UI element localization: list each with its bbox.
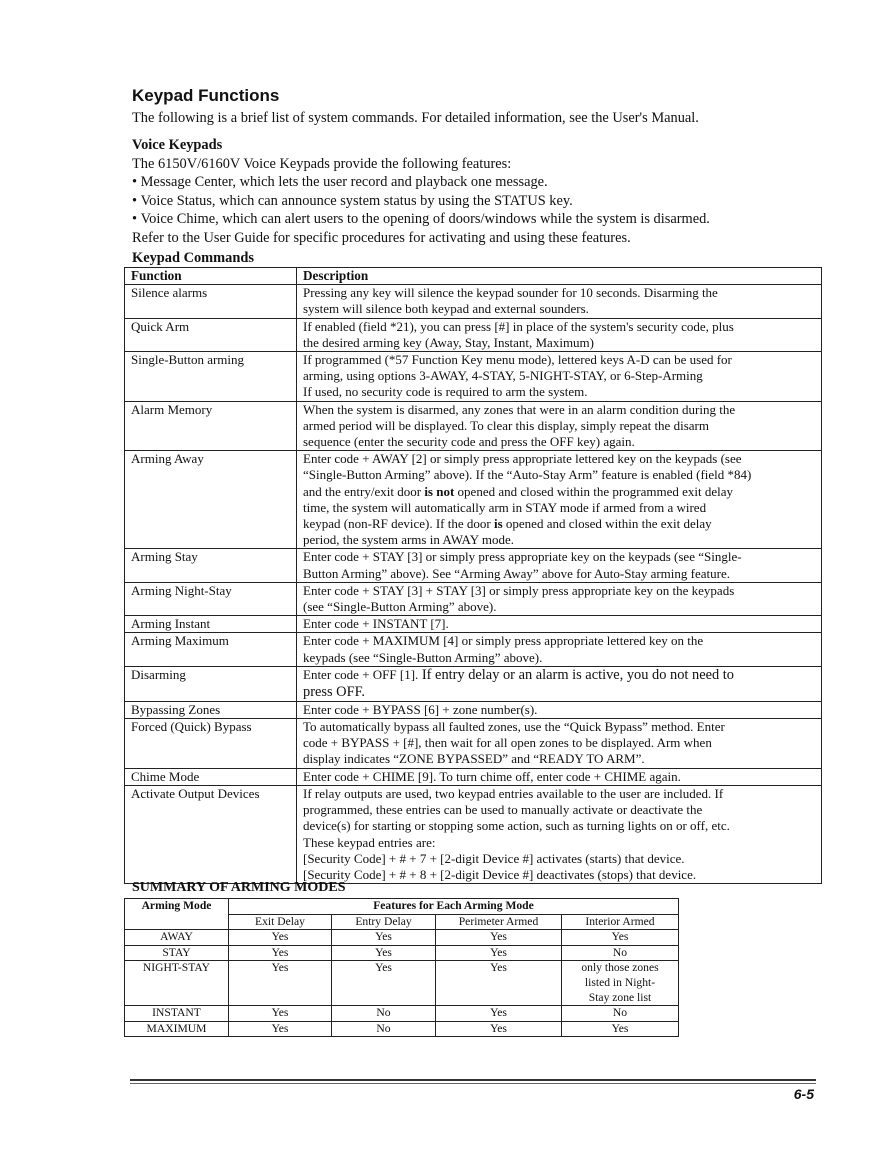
footer-rule bbox=[130, 1083, 816, 1084]
description-cell bbox=[297, 633, 822, 666]
table-row bbox=[125, 616, 822, 633]
mode-cell: AWAY bbox=[125, 930, 229, 946]
voice-keypads-section bbox=[132, 136, 832, 248]
function-cell: Alarm Memory bbox=[125, 401, 297, 451]
description-line: If relay outputs are used, two keypad entries available to the user are included. If bbox=[303, 785, 724, 801]
value-cell: Yes bbox=[229, 1021, 332, 1037]
function-cell: Silence alarms bbox=[125, 285, 297, 318]
description-line: “Single-Button Arming” above). If the “Auto-Stay Arm” feature is enabled (field *84) bbox=[303, 467, 752, 483]
table-row bbox=[125, 582, 822, 615]
keypad-commands-title: Keypad Commands bbox=[132, 250, 254, 266]
description-cell bbox=[297, 616, 822, 633]
arming-modes-table bbox=[124, 898, 679, 1037]
description-line: press OFF. bbox=[303, 683, 366, 700]
description-line: If used, no security code is required to arm the system. bbox=[303, 384, 588, 400]
summary-title: SUMMARY OF ARMING MODES bbox=[132, 880, 346, 895]
description-line: Button Arming” above). See “Arming Away” above for Auto-Stay arming feature. bbox=[303, 565, 730, 581]
value-cell: No bbox=[332, 1021, 436, 1037]
function-cell: Arming Night-Stay bbox=[125, 582, 297, 615]
description-line: time, the system will automatically arm in STAY mode if armed from a wired bbox=[303, 499, 707, 515]
emphasis-text: is not bbox=[424, 483, 455, 499]
function-cell: Arming Instant bbox=[125, 616, 297, 633]
function-cell: Disarming bbox=[125, 666, 297, 701]
description-line: the desired arming key (Away, Stay, Instant, Maximum) bbox=[303, 334, 594, 350]
keypad-commands-table bbox=[124, 267, 822, 884]
voice-bullet: • Voice Chime, which can alert users to the opening of doors/windows while the system is disarmed. bbox=[132, 210, 832, 229]
footer-rule bbox=[130, 1079, 816, 1081]
description-cell bbox=[297, 582, 822, 615]
description-cell bbox=[297, 785, 822, 883]
table-row bbox=[125, 666, 822, 701]
function-cell: Forced (Quick) Bypass bbox=[125, 719, 297, 769]
description-line: If enabled (field *21), you can press [#] in place of the system's security code, plus bbox=[303, 318, 734, 334]
value-cell: Yes bbox=[562, 930, 679, 946]
description-line: Enter code + AWAY [2] or simply press appropriate lettered key on the keypads (see bbox=[303, 451, 742, 467]
value-cell: Yes bbox=[332, 961, 436, 1006]
voice-keypads-title: Voice Keypads bbox=[132, 137, 223, 153]
description-line: When the system is disarmed, any zones that were in an alarm condition during the bbox=[303, 401, 736, 417]
exit-delay-header: Exit Delay bbox=[229, 914, 332, 930]
features-header: Features for Each Arming Mode bbox=[229, 899, 679, 915]
perimeter-armed-header: Perimeter Armed bbox=[436, 914, 562, 930]
function-cell: Arming Away bbox=[125, 451, 297, 549]
table-header-row bbox=[125, 899, 679, 915]
text-run: opened and closed within the exit delay bbox=[502, 516, 712, 532]
emphasis-text: is bbox=[493, 516, 503, 532]
description-line: Enter code + MAXIMUM [4] or simply press appropriate lettered key on the bbox=[303, 633, 704, 649]
value-cell: No bbox=[332, 1006, 436, 1022]
function-cell: Activate Output Devices bbox=[125, 785, 297, 883]
description-line: [Security Code] + # + 8 + [2-digit Device #] deactivates (stops) that device. bbox=[303, 866, 697, 882]
intro-text: The following is a brief list of system commands. For detailed information, see the User's Manual. bbox=[132, 110, 699, 126]
value-cell: Yes bbox=[229, 1006, 332, 1022]
value-line: only those zones bbox=[581, 961, 659, 975]
description-line: Enter code + BYPASS [6] + zone number(s). bbox=[303, 701, 538, 717]
description-line: Enter code + STAY [3] + STAY [3] or simply press appropriate key on the keypads bbox=[303, 582, 735, 598]
mode-cell: STAY bbox=[125, 945, 229, 961]
table-row bbox=[125, 719, 822, 769]
table-row bbox=[125, 1006, 679, 1022]
mode-cell: MAXIMUM bbox=[125, 1021, 229, 1037]
voice-bullet: • Voice Status, which can announce system status by using the STATUS key. bbox=[132, 192, 832, 211]
description-cell bbox=[297, 768, 822, 785]
value-cell: Yes bbox=[436, 1021, 562, 1037]
description-line: arming, using options 3-AWAY, 4-STAY, 5-NIGHT-STAY, or 6-Step-Arming bbox=[303, 368, 703, 384]
description-cell bbox=[297, 352, 822, 402]
voice-bullet: • Message Center, which lets the user record and playback one message. bbox=[132, 173, 832, 192]
value-cell: Yes bbox=[332, 930, 436, 946]
table-row bbox=[125, 945, 679, 961]
value-cell: Yes bbox=[436, 945, 562, 961]
table-row bbox=[125, 549, 822, 582]
description-line: keypads (see “Single-Button Arming” above). bbox=[303, 649, 543, 665]
value-cell: Yes bbox=[562, 1021, 679, 1037]
description-cell bbox=[297, 285, 822, 318]
description-cell bbox=[297, 701, 822, 718]
text-run: If entry delay or an alarm is active, you do not need to bbox=[418, 666, 734, 683]
description-line: armed period will be displayed. To clear this display, simply repeat the disarm bbox=[303, 417, 709, 433]
text-run: Enter code + OFF [1]. bbox=[303, 666, 419, 682]
function-column-header: Function bbox=[125, 268, 297, 285]
table-row bbox=[125, 318, 822, 351]
function-cell: Single-Button arming bbox=[125, 352, 297, 402]
description-line bbox=[303, 484, 815, 500]
table-row bbox=[125, 701, 822, 718]
mode-cell: NIGHT-STAY bbox=[125, 961, 229, 1006]
value-cell: Yes bbox=[436, 961, 562, 1006]
description-line: period, the system arms in AWAY mode. bbox=[303, 532, 515, 548]
table-row bbox=[125, 768, 822, 785]
page-number: 6-5 bbox=[793, 1086, 814, 1102]
description-line: Pressing any key will silence the keypad sounder for 10 seconds. Disarming the bbox=[303, 285, 718, 301]
description-line: To automatically bypass all faulted zones, use the “Quick Bypass” method. Enter bbox=[303, 719, 725, 735]
table-row bbox=[125, 401, 822, 451]
function-cell: Bypassing Zones bbox=[125, 701, 297, 718]
value-cell: No bbox=[562, 945, 679, 961]
function-cell: Chime Mode bbox=[125, 768, 297, 785]
description-cell bbox=[297, 318, 822, 351]
description-line bbox=[303, 516, 815, 532]
page-heading: Keypad Functions bbox=[132, 86, 280, 105]
description-line: sequence (enter the security code and press the OFF key) again. bbox=[303, 434, 635, 450]
table-row bbox=[125, 961, 679, 1006]
voice-keypads-closing: Refer to the User Guide for specific procedures for activating and using these features. bbox=[132, 229, 631, 246]
text-run: opened and closed within the programmed exit delay bbox=[454, 483, 733, 499]
description-line: Enter code + STAY [3] or simply press appropriate key on the keypads (see “Single- bbox=[303, 549, 742, 565]
entry-delay-header: Entry Delay bbox=[332, 914, 436, 930]
arming-mode-header: Arming Mode bbox=[125, 899, 229, 930]
table-row bbox=[125, 785, 822, 883]
text-run: keypad (non-RF device). If the door bbox=[303, 516, 494, 532]
value-line: listed in Night- bbox=[584, 975, 656, 989]
description-line: system will silence both keypad and external sounders. bbox=[303, 301, 589, 317]
mode-cell: INSTANT bbox=[125, 1006, 229, 1022]
description-line: programmed, these entries can be used to manually activate or deactivate the bbox=[303, 802, 703, 818]
description-cell bbox=[297, 401, 822, 451]
text-run: and the entry/exit door bbox=[303, 483, 425, 499]
interior-armed-header: Interior Armed bbox=[562, 914, 679, 930]
description-column-header: Description bbox=[297, 268, 822, 285]
function-cell: Arming Maximum bbox=[125, 633, 297, 666]
function-cell: Arming Stay bbox=[125, 549, 297, 582]
description-line: code + BYPASS + [#], then wait for all open zones to be displayed. Arm when bbox=[303, 735, 712, 751]
description-cell bbox=[297, 549, 822, 582]
table-row bbox=[125, 633, 822, 666]
table-header-row bbox=[125, 268, 822, 285]
description-line: These keypad entries are: bbox=[303, 834, 436, 850]
value-cell: Yes bbox=[229, 945, 332, 961]
table-row bbox=[125, 352, 822, 402]
value-cell: Yes bbox=[332, 945, 436, 961]
value-cell: Yes bbox=[229, 930, 332, 946]
description-line: If programmed (*57 Function Key menu mode), lettered keys A-D can be used for bbox=[303, 352, 732, 368]
voice-keypads-lead: The 6150V/6160V Voice Keypads provide the following features: bbox=[132, 155, 512, 172]
table-row bbox=[125, 930, 679, 946]
description-line: display indicates “ZONE BYPASSED” and “READY TO ARM”. bbox=[303, 751, 645, 767]
value-line: Stay zone list bbox=[588, 990, 652, 1004]
description-cell bbox=[297, 719, 822, 769]
description-cell bbox=[297, 666, 822, 701]
value-cell: Yes bbox=[229, 961, 332, 1006]
table-row bbox=[125, 285, 822, 318]
description-line bbox=[303, 667, 815, 684]
description-line: Enter code + INSTANT [7]. bbox=[303, 616, 449, 632]
description-line: Enter code + CHIME [9]. To turn chime off, enter code + CHIME again. bbox=[303, 768, 681, 784]
description-line: (see “Single-Button Arming” above). bbox=[303, 599, 497, 615]
description-line: device(s) for starting or stopping some action, such as turning lights on or off, etc. bbox=[303, 818, 730, 834]
table-row bbox=[125, 1021, 679, 1037]
table-row bbox=[125, 451, 822, 549]
description-cell bbox=[297, 451, 822, 549]
value-cell: Yes bbox=[436, 1006, 562, 1022]
value-cell: No bbox=[562, 1006, 679, 1022]
function-cell: Quick Arm bbox=[125, 318, 297, 351]
value-cell bbox=[562, 961, 679, 1006]
description-line: [Security Code] + # + 7 + [2-digit Device #] activates (starts) that device. bbox=[303, 850, 685, 866]
value-cell: Yes bbox=[436, 930, 562, 946]
